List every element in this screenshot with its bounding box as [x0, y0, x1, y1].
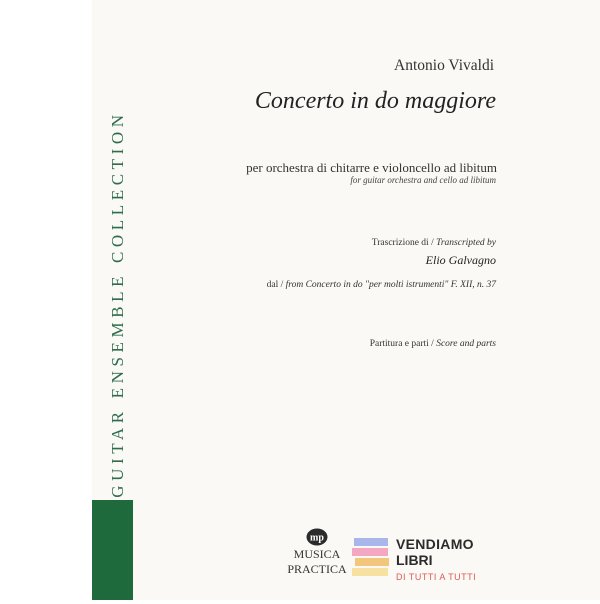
subtitle-english: for guitar orchestra and cello ad libitum: [350, 175, 496, 185]
seller-watermark[interactable]: [352, 534, 477, 586]
spine-green-block: [92, 500, 133, 600]
transcription-label-en: Transcripted by: [436, 238, 496, 248]
subtitle-italian: per orchestra di chitarre e violoncello ad libitum: [246, 160, 497, 175]
transcription-credit: [372, 238, 496, 248]
edition-label-en: Score and parts: [436, 339, 496, 349]
publisher-mark-icon: [306, 528, 328, 546]
source-label-it: dal /: [266, 280, 284, 290]
arranger-name: Elio Galvagno: [425, 253, 496, 267]
publisher-logo: [287, 528, 347, 576]
source-label-en: from Concerto in do "per molti istrumenti" F. XII, n. 37: [285, 280, 496, 290]
publisher-mark-text: mp: [310, 532, 324, 544]
seller-line2: LIBRI: [396, 552, 433, 568]
edition-note: [370, 339, 496, 349]
edition-label-it: Partitura e parti /: [369, 339, 434, 349]
composer-name: Antonio Vivaldi: [394, 57, 494, 74]
work-title: Concerto in do maggiore: [254, 88, 496, 114]
books-stack-icon: [352, 538, 392, 580]
series-label: GUITAR ENSEMBLE COLLECTION: [108, 110, 127, 498]
publisher-line1: MUSICA: [293, 547, 341, 561]
seller-line1: VENDIAMO: [396, 536, 474, 552]
seller-line3: DI TUTTI A TUTTI: [396, 572, 477, 582]
publisher-line2: PRACTICA: [287, 562, 347, 576]
source-note: [267, 280, 496, 290]
transcription-label-it: Trascrizione di /: [371, 238, 434, 248]
